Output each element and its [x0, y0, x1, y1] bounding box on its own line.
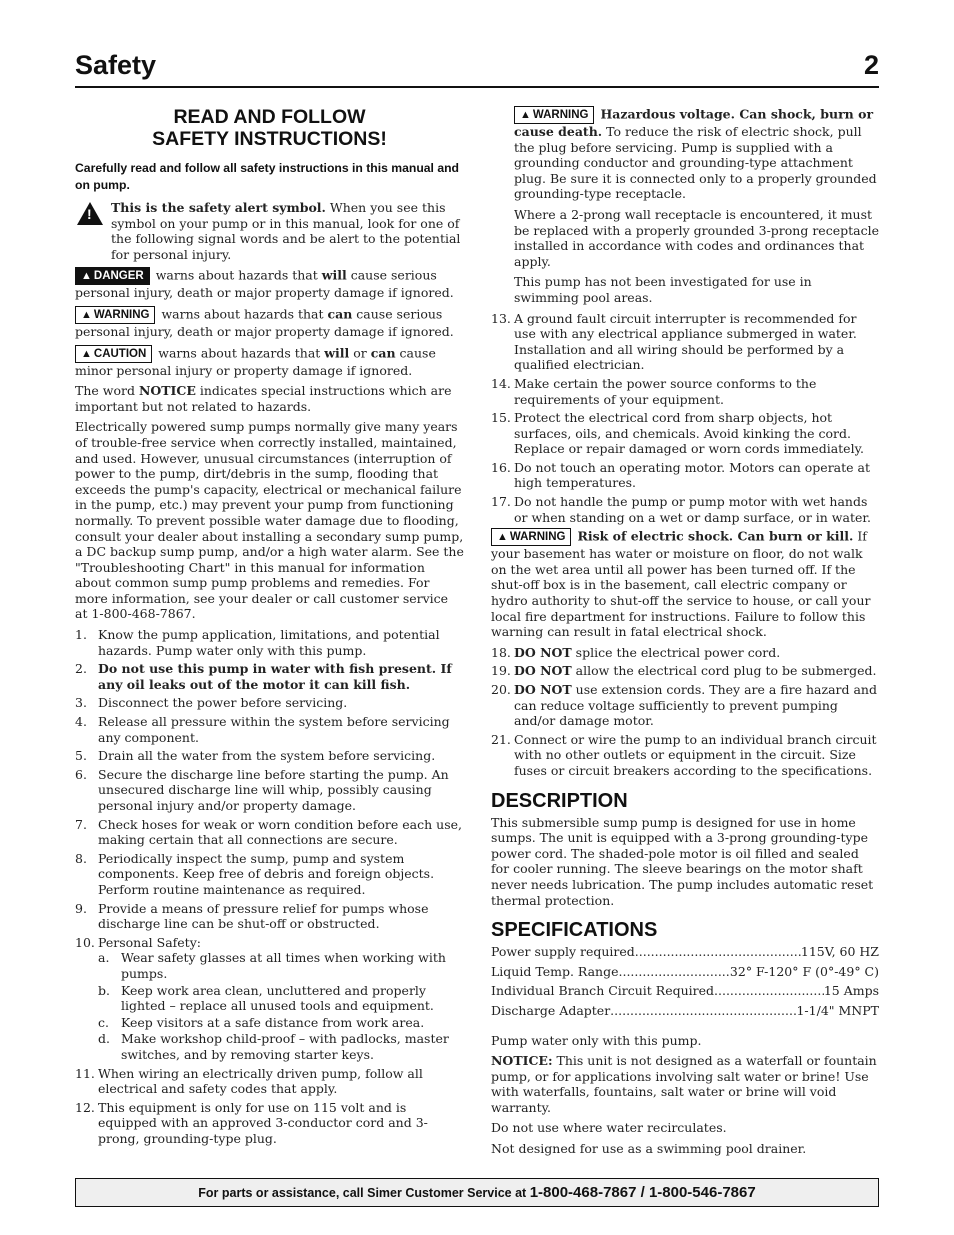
- notice-paragraph: The word NOTICE indicates special instructions which are important but not related to hazards.: [75, 383, 452, 414]
- customer-service-footer: [75, 1178, 879, 1207]
- list-item: 11. When wiring an electrically driven pump, follow all electrical and safety codes that apply.: [75, 1065, 423, 1097]
- description-heading: DESCRIPTION: [491, 789, 628, 812]
- dot-leader: [714, 983, 824, 999]
- footer-label: For parts or assistance, call Simer Customer Service at: [198, 1186, 530, 1200]
- list-item: 8. Periodically inspect the sump, pump and system components. Keep free of debris and foreign objects. Perform routine maintenance as required.: [75, 850, 435, 897]
- body-paragraph: Electrically powered sump pumps normally give many years of trouble-free service when correctly installed, maintained, and used. However, unusual circumstances (interruption of power to the pump, dirt/debris in the sump, flooding that exceeds the pump's capacity, electrical or mechanical failure in the pump, etc.) may prevent your pump from functioning normally. To prevent possible water damage due to flooding, consult your dealer about installing a secondary sump pump, a DC backup sump pump, and/or a high water alarm. See the "Troubleshooting Chart" in this manual for information about common sump pump problems and remedies. For more information, see your dealer or call customer service at 1-800-468-7867.: [75, 419, 464, 622]
- footer-phone-numbers: 1-800-468-7867 / 1-800-546-7867: [529, 1184, 756, 1201]
- alert-symbol-paragraph: ! This is the safety alert symbol. When you see this symbol on your pump or in this manual, look for one of the following signal words and be alert to the potential for personal injury.: [75, 200, 464, 262]
- warning-triangle-icon: ▲: [520, 109, 531, 121]
- danger-label: ▲ DANGER: [75, 267, 150, 285]
- caution-label: ▲ CAUTION: [75, 345, 152, 363]
- pump-water-note: Pump water only with this pump.: [491, 1032, 702, 1048]
- safety-list-continued-2: [491, 645, 879, 779]
- list-item: 4. Release all pressure within the system before servicing any component.: [75, 714, 450, 745]
- right-column: [491, 106, 879, 1162]
- list-item: 19. DO NOT allow the electrical cord plug to be submerged.: [491, 663, 877, 679]
- list-item: 1. Know the pump application, limitations, and potential hazards. Pump water only with this pump.: [75, 627, 440, 658]
- list-item: 6. Secure the discharge line before starting the pump. An unsecured discharge line will whip, possibly causing personal injury and/or property damage.: [75, 766, 449, 813]
- page-number: 2: [863, 50, 879, 80]
- page-title: Safety: [75, 50, 157, 80]
- list-item: 18. DO NOT splice the electrical power cord.: [491, 644, 781, 660]
- warning-triangle-icon: ▲: [81, 308, 92, 321]
- warning-label: ▲ WARNING: [514, 106, 594, 124]
- spec-row: Power supply required ..... 115V, 60 HZ: [491, 944, 879, 960]
- warning-triangle-icon: ▲: [81, 270, 92, 283]
- safety-list-continued: [491, 311, 879, 526]
- list-item: 17. Do not handle the pump or pump motor with wet hands or when standing on a wet or damp surface, or in water.: [491, 494, 871, 525]
- safety-list: [75, 627, 464, 1146]
- list-item: 3. Disconnect the power before servicing.: [75, 695, 348, 711]
- description-text: This submersible sump pump is designed for use in home sumps. The unit is equipped with a 3-prong grounding-type power cord. The shaded-pole motor is oil filled and sealed for cooler running. The sleeve bearings on the motor shaft never needs lubrication. The pump includes automatic reset thermal protection.: [491, 814, 874, 908]
- specifications-heading: SPECIFICATIONS: [491, 919, 658, 942]
- list-item: 5. Drain all the water from the system before servicing.: [75, 748, 436, 764]
- receptacle-paragraph: Where a 2-prong wall receptacle is encountered, it must be replaced with a properly grounded 3-prong receptacle installed in accordance with codes and ordinances that apply.: [514, 206, 879, 269]
- warning-triangle-icon: ▲: [81, 347, 92, 360]
- list-item: 13. A ground fault circuit interrupter is recommended for use with any electrical appliance submerged in water. Installation and all wiring should be performed by a qualified electrician.: [491, 310, 857, 373]
- dot-leader: [610, 1003, 796, 1019]
- safety-heading: READ AND FOLLOW SAFETY INSTRUCTIONS!: [152, 106, 387, 150]
- caution-paragraph: ▲ CAUTION warns about hazards that will or can cause minor personal injury or property damage if ignored.: [75, 345, 436, 378]
- notice-note: NOTICE: This unit is not designed as a waterfall or fountain pump, or for applications involving salt water or brine! Use with waterfalls, fountains, salt water or brine will void warranty.: [491, 1053, 877, 1115]
- page-header: [75, 50, 879, 88]
- list-item: 15. Protect the electrical cord from sharp objects, hot surfaces, oils, and chemicals. Avoid kinking the cord. Replace or repair damaged or worn cords immediately.: [491, 410, 864, 457]
- sub-list-item: a. Wear safety glasses at all times when working with pumps.: [98, 950, 446, 981]
- list-item: 10. Personal Safety: a. Wear safety glasses at all times when working with pumps. b. Keep work area clean, uncluttered and properly lighted – replace all unused tools and equipment. c. Keep visitors at a safe distance from work area. d. Make workshop child-proof – with padlocks, master switches, and by removing starter keys.: [75, 935, 464, 1063]
- spec-row: Discharge Adapter ..... 1-1/4" MNPT: [491, 1003, 879, 1019]
- recirculate-note: Do not use where water recirculates.: [491, 1120, 727, 1136]
- sub-list-item: b. Keep work area clean, uncluttered and properly lighted – replace all unused tools and equipment.: [98, 982, 434, 1014]
- dot-leader: [635, 944, 801, 960]
- warning-triangle-icon: ▲: [497, 531, 508, 544]
- dot-leader: [619, 964, 730, 980]
- voltage-warning-paragraph: ▲ WARNING Hazardous voltage. Can shock, burn or cause death. To reduce the risk of electric shock, pull the plug before servicing. Pump is supplied with a grounding conductor and grounding-type attachment plug. Be sure it is connected only to a properly grounded grounding-type receptacle.: [514, 106, 877, 202]
- list-item: 12. This equipment is only for use on 115 volt and is equipped with an approved 3-conductor cord and 3-prong, grounding-type plug.: [75, 1099, 428, 1146]
- sub-list-item: c. Keep visitors at a safe distance from work area.: [98, 1014, 425, 1030]
- list-item: 2. Do not use this pump in water with fish present. If any oil leaks out of the motor it can kill fish.: [75, 661, 452, 692]
- list-item: 16. Do not touch an operating motor. Motors can operate at high temperatures.: [491, 459, 871, 491]
- warning-paragraph: ▲ WARNING warns about hazards that can cause serious personal injury, death or major property damage if ignored.: [75, 306, 454, 339]
- voltage-warning-block: [491, 106, 879, 306]
- list-item: 20. DO NOT use extension cords. They are a fire hazard and can reduce voltage sufficiently to prevent pumping and/or damage motor.: [491, 682, 877, 729]
- list-item: 21. Connect or wire the pump to an individual branch circuit with no other outlets or equipment in the circuit. Size fuses or circuit breakers according to the specifications.: [491, 731, 877, 778]
- warning-label: ▲ WARNING: [491, 528, 571, 546]
- spec-row: Individual Branch Circuit Required ..... 15 Amps: [491, 983, 879, 999]
- list-item: 14. Make certain the power source conforms to the requirements of your equipment.: [491, 375, 817, 407]
- spec-row: Liquid Temp. Range ..... 32° F-120° F (0°-49° C): [491, 964, 879, 980]
- pool-areas-paragraph: This pump has not been investigated for use in swimming pool areas.: [514, 274, 812, 305]
- intro-text: Carefully read and follow all safety instructions in this manual and on pump.: [75, 161, 459, 192]
- sub-list-item: d. Make workshop child-proof – with padlocks, master switches, and by removing starter keys.: [98, 1031, 449, 1062]
- personal-safety-sublist: [98, 950, 464, 1062]
- shock-warning-paragraph: ▲ WARNING Risk of electric shock. Can burn or kill. If your basement has water or moisture on floor, do not walk on the wet area until all power has been turned off. If the shut-off box is in the basement, call electric company or hydro authority to shut-off the service to house, or call your local fire department for instructions. Failure to follow this warning can result in fatal electrical shock.: [491, 528, 871, 640]
- list-item: 9. Provide a means of pressure relief for pumps whose discharge line can be shut-off or obstructed.: [75, 900, 429, 932]
- specifications-table: [491, 944, 879, 1018]
- safety-alert-icon: [77, 202, 103, 225]
- pool-drainer-note: Not designed for use as a swimming pool drainer.: [491, 1141, 807, 1157]
- list-item: 7. Check hoses for weak or worn condition before each use, making certain that all connections are secure.: [75, 816, 462, 848]
- danger-paragraph: ▲ DANGER warns about hazards that will cause serious personal injury, death or major property damage if ignored.: [75, 267, 454, 301]
- warning-label: ▲ WARNING: [75, 306, 155, 324]
- left-column: [75, 106, 464, 1149]
